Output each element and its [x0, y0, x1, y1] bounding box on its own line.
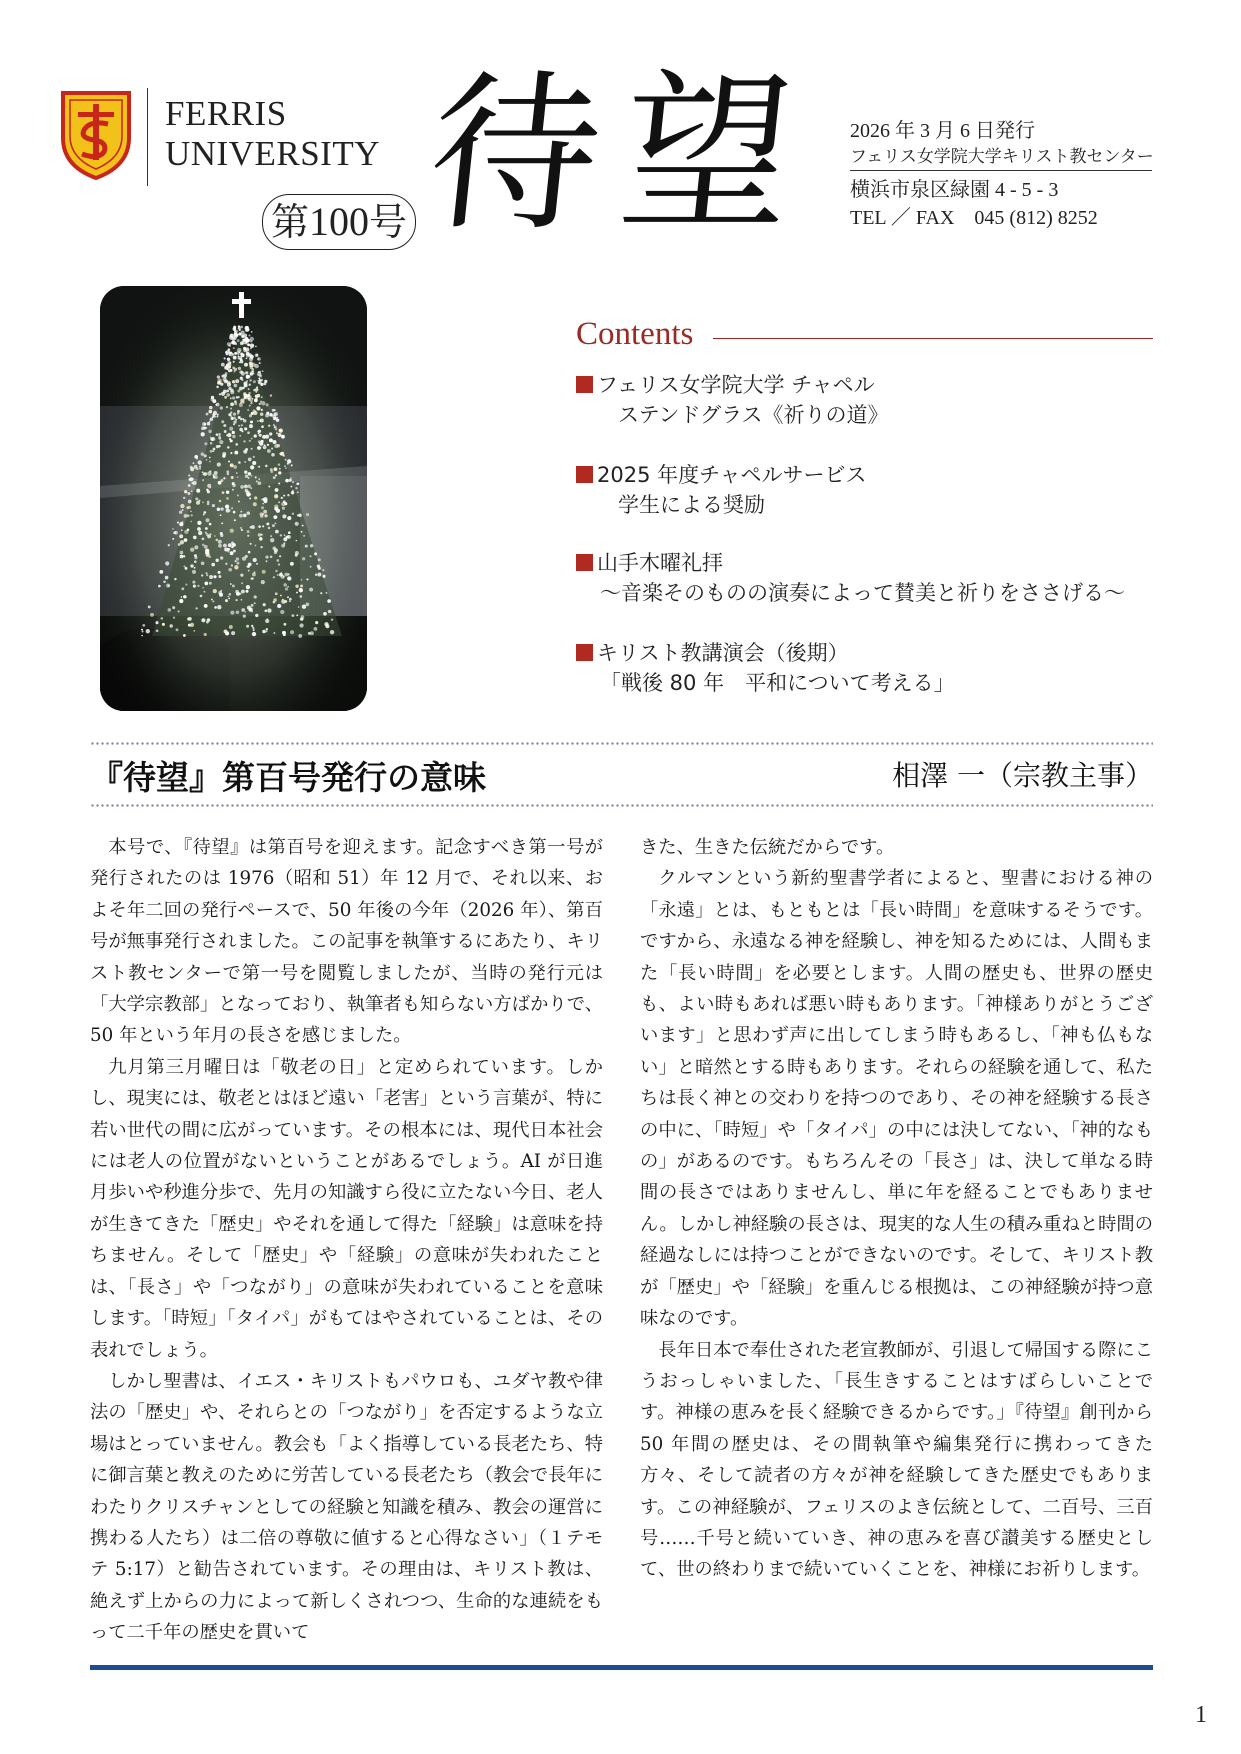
bullet-square-icon	[576, 554, 593, 571]
contents-rule	[713, 338, 1153, 339]
issue-number-badge: 第100号	[262, 194, 416, 250]
article-paragraph: しかし聖書は、イエス・キリストもパウロも、ユダヤ教や律法の「歴史」や、それらとの「つながり」を否定するような立場はとっていません。教会も「よく指導している長老たち、特に御言葉と教えのために労苦している長老たち（教会で長年にわたりクリスチャンとしての経験と知識を積み、教会の運営に携わる人たち）は二倍の尊敬に値すると心得なさい」（１テモテ 5:17）と勧告されています。その理由は、キリスト教は、絶えず上からの力によって新しくされつつ、生命的な連続をもって二千年の歴史を貫いて	[90, 1370, 603, 1644]
publish-date: 2026 年 3 月 6 日発行	[850, 120, 1035, 142]
publisher: フェリス女学院大学キリスト教センター	[850, 147, 1154, 167]
article-author: 相澤 一（宗教主事）	[892, 759, 1153, 792]
article-column-right	[640, 832, 1153, 1586]
article-paragraph: クルマンという新約聖書学者によると、聖書における神の「永遠」とは、もともとは「長い時間」を意味するそうです。ですから、永遠なる神を経験し、神を知るためには、人間もまた「長い時間」を必要とします。人間の歴史も、世界の歴史も、よい時もあれば悪い時もあります。「神様ありがとうございます」と思わず声に出してしまう時もあるし、「神も仏もない」と暗然とする時もあります。それらの経験を通して、私たちは長く神との交わりを持つのであり、その神を経験する長さの中に、「時短」や「タイパ」の中には決してない、「神的なもの」があるのです。もちろんその「長さ」は、決して単なる時間の長さではありませんし、単に年を経ることでもありません。しかし神経験の長さは、現実的な人生の積み重ねと時間の経過なしには持つことができないのです。そして、キリスト教が「歴史」や「経験」を重んじる根拠は、この神経験が持つ意味なのです。	[640, 868, 1153, 1330]
article-title: 『待望』第百号発行の意味	[90, 758, 486, 797]
ferris-crest-logo	[60, 90, 132, 180]
newsletter-logo-title: 待望	[419, 56, 825, 254]
publication-info	[850, 118, 1154, 170]
contents-item: キリスト教講演会（後期） 「戦後 80 年 平和について考える」	[576, 638, 1196, 698]
article-paragraph: 九月第三月曜日は「敬老の日」と定められています。しかし、現実には、敬老とはほど遠い「老害」という言葉が、特に若い世代の間に広がっています。その根本には、現代日本社会には老人の位置がないということがあるでしょう。AI が日進月歩いや秒進分歩で、先月の知識すら役に立たない今日、老人が生きてきた「歴史」やそれを通して得た「経験」は意味を持ちません。そして「歴史」や「経験」の意味が失われたことは、「長さ」や「つながり」の意味が失われていることを意味します。「時短」「タイパ」がもてはやされていることは、その表れでしょう。	[90, 1056, 603, 1361]
contents-item: フェリス女学院大学 チャペル ステンドグラス《祈りの道》	[576, 370, 1196, 430]
address: 横浜市泉区緑園 4 - 5 - 3	[850, 179, 1059, 201]
contents-item: 2025 年度チャペルサービス 学生による奨励	[576, 460, 1196, 520]
tel-fax: TEL ／ FAX 045 (812) 8252	[850, 207, 1098, 229]
bullet-square-icon	[576, 466, 593, 483]
dotted-rule-top	[90, 741, 1153, 746]
article-paragraph: 本号で、『待望』は第百号を迎えます。記念すべき第一号が発行されたのは 1976（昭和 51）年 12 月で、それ以来、およそ年二回の発行ペースで、50 年後の今年（2026 年）、第百号が無事発行されました。この記事を執筆するにあたり、キリスト教センターで第一号を閲覧しましたが、当時の発行元は「大学宗教部」となっており、執筆者も知らない方ばかりで、50 年という年月の長さを感じました。	[90, 837, 603, 1047]
contact-info	[850, 176, 1098, 232]
article-paragraph-continued: きた、生きた伝統だからです。	[640, 837, 895, 858]
contents-item: 山手木曜礼拝 ～音楽そのものの演奏によって賛美と祈りをささげる～	[576, 548, 1196, 608]
university-name: FERRIS UNIVERSITY	[165, 94, 380, 173]
christmas-tree-photo	[100, 286, 367, 711]
article-paragraph: 長年日本で奉仕された老宣教師が、引退して帰国する際にこうおっしゃいました、「長生きすることはすばらしいことです。神様の恵みを長く経験できるからです。」『待望』創刊から 50 年間の歴史は、その間執筆や編集発行に携わってきた方々、そして読者の方々が神を経験してきた歴史でもあります。この神経験が、フェリスのよき伝統として、二百号、三百号……千号と続いていき、神の恵みを喜び讃美する歴史として、世の終わりまで続いていくことを、神様にお祈りします。	[640, 1339, 1153, 1581]
dotted-rule-bottom	[90, 803, 1153, 808]
contents-heading: Contents	[576, 316, 694, 352]
article-column-left	[90, 832, 603, 1649]
bullet-square-icon	[576, 644, 593, 661]
masthead-divider	[147, 88, 148, 186]
page-number: 1	[1195, 1702, 1207, 1728]
bullet-square-icon	[576, 376, 593, 393]
publication-divider	[850, 170, 1152, 171]
bottom-rule	[90, 1665, 1153, 1670]
